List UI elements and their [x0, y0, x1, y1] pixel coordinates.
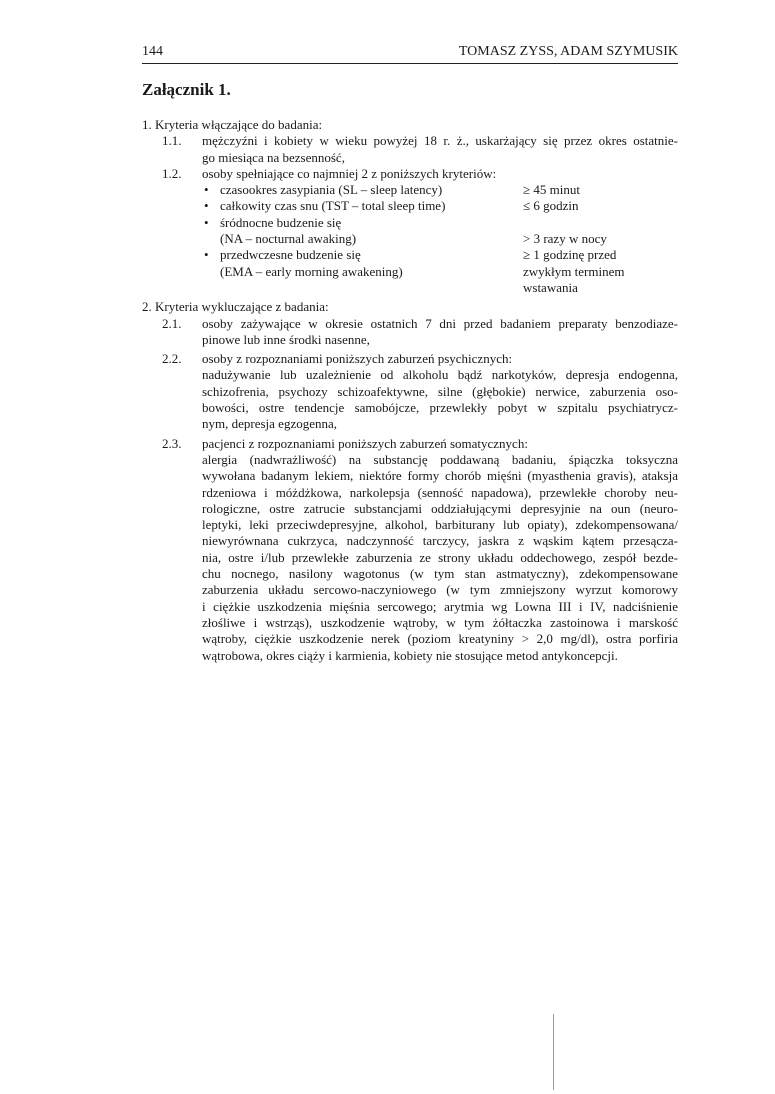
item-2-1 — [0, 316, 775, 349]
text-line: wywołana badanym lekiem, niektóre formy chorób mięśni (myasthenia gravis), ataksja — [202, 468, 678, 484]
item-2-2-number: 2.2. — [162, 351, 182, 367]
criterion-ema-row-3 — [0, 280, 775, 296]
section-1-title: Kryteria włączające do badania: — [155, 117, 323, 132]
item-1-2-text: osoby spełniające co najmniej 2 z poniższych kryteriów: — [202, 165, 497, 181]
text-line: bowości, ostre tendencje samobójcze, przewlekły pobyt w szpitalu psychiatrycz- — [202, 400, 678, 416]
item-2-1-number: 2.1. — [162, 315, 182, 331]
item-1-2-number: 1.2. — [162, 165, 182, 181]
text-line: rologiczne, ostre zatrucie substancjami oddziałującymi depresyjnie na oun (neuro- — [202, 500, 678, 516]
criterion-ema — [0, 247, 775, 263]
item-2-1-line-1: osoby zażywające w okresie ostatnich 7 dni przed badaniem preparaty benzodiaze- — [202, 315, 678, 331]
item-2-3-list — [0, 452, 775, 664]
item-2-2-intro: osoby z rozpoznaniami poniższych zaburzeń psychicznych: — [202, 351, 513, 367]
running-head-authors: TOMASZ ZYSS, ADAM SZYMUSIK — [458, 44, 678, 59]
section-2-heading — [0, 299, 775, 315]
text-line: alergia (nadwrażliwość) na substancję poddawaną badaniu, śpiączka toksyczna — [202, 451, 678, 467]
text-line: chu nocnego, nasilony wagotonus (w tym stan astmatyczny), zdekompensowane — [202, 566, 678, 582]
criterion-na-label-1: śródnocne budzenie się — [220, 214, 342, 230]
criterion-sl — [0, 182, 775, 198]
item-2-3-number: 2.3. — [162, 435, 182, 451]
item-2-2 — [0, 351, 775, 367]
criterion-ema-value-1: ≥ 1 godzinę przed — [523, 247, 617, 263]
criterion-ema-value-3: wstawania — [523, 279, 578, 295]
bullet-icon: • — [204, 247, 209, 263]
item-2-3 — [0, 436, 775, 452]
text-line: rdzeniowa i móżdżkowa, narkolepsja (senność napadowa), przewlekłe choroby neu- — [202, 484, 678, 500]
text-line: niewyrównana cukrzyca, nadczynność tarczycy, jaskra z wąskim kątem przesącza- — [202, 533, 678, 549]
bullet-icon: • — [204, 182, 209, 198]
criterion-na-row-2 — [0, 231, 775, 247]
criterion-tst-value: ≤ 6 godzin — [523, 198, 579, 214]
item-1-1-line-1: mężczyźni i kobiety w wieku powyżej 18 r. ż., uskarżający się przez okres ostatnie- — [202, 133, 678, 149]
bullet-icon: • — [204, 198, 209, 214]
criterion-sl-value: ≥ 45 minut — [523, 182, 580, 198]
criterion-tst — [0, 198, 775, 214]
criterion-na-label-2: (NA – nocturnal awaking) — [220, 231, 357, 247]
text-line: wątroby, ciężkie uszkodzenie nerek (poziom kreatyniny > 2,0 mg/dl), ostra porfiria — [202, 631, 678, 647]
text-line: zaburzenia układu sercowo-naczyniowego (w tym zmniejszony wyrzut komorowy — [202, 582, 678, 598]
appendix-title: Załącznik 1. — [142, 80, 231, 99]
item-2-3-intro: pacjenci z rozpoznaniami poniższych zaburzeń somatycznych: — [202, 435, 528, 451]
criterion-tst-label: całkowity czas snu (TST – total sleep time) — [220, 198, 446, 214]
bullet-icon: • — [204, 214, 209, 230]
section-2-title: Kryteria wykluczające z badania: — [155, 299, 329, 315]
text-line: złośliwe i wstrząs), uszkodzenie wątroby, w tym żółtaczka zastoinowa i marskość — [202, 614, 678, 630]
criterion-ema-label-2: (EMA – early morning awakening) — [220, 263, 403, 279]
text-line: wątrobowa, okres ciąży i karmienia, kobiety nie stosujące metod antykoncepcji. — [202, 647, 618, 663]
item-2-1-line-2: pinowe lub inne środki nasenne, — [202, 331, 370, 347]
text-line: nadużywanie lub uzależnienie od alkoholu bądź narkotyków, depresja endogenna, — [202, 367, 678, 383]
criterion-na-value: > 3 razy w nocy — [523, 231, 607, 247]
criterion-ema-value-2: zwykłym terminem — [523, 263, 625, 279]
item-2-2-list — [0, 367, 775, 432]
document-body — [0, 117, 775, 664]
item-1-1-number: 1.1. — [162, 133, 182, 149]
text-line: nym, depresja egzogenna, — [202, 416, 338, 432]
item-1-1 — [0, 133, 775, 166]
criterion-sl-label: czasookres zasypiania (SL – sleep latency) — [220, 182, 443, 198]
section-2-number: 2. — [142, 299, 152, 315]
criterion-na — [0, 215, 775, 231]
criterion-ema-row-2 — [0, 264, 775, 280]
item-1-2 — [0, 166, 775, 182]
text-line: leptyki, leki przeciwdepresyjne, alkohol, barbiturany lub opiaty), zdekompensowana/ — [202, 517, 678, 533]
text-line: i ciężkie uszkodzenia mięśnia sercowego; arytmia wg Lowna III i IV, nadciśnienie — [202, 598, 678, 614]
section-1-number: 1. — [142, 117, 152, 132]
page-number: 144 — [142, 44, 163, 59]
section-1-heading — [0, 117, 775, 133]
item-1-1-line-2: go miesiąca na bezsenność, — [202, 149, 345, 165]
text-line: nia, ostre i/lub przewlekłe zaburzenia ze strony układu oddechowego, zespół bezde- — [202, 549, 678, 565]
page-header — [142, 43, 678, 64]
criterion-ema-label-1: przedwczesne budzenie się — [220, 247, 361, 263]
text-line: schizofrenia, psychozy schizoafektywne, silne (głębokie) nerwice, zaburzenia oso- — [202, 383, 678, 399]
scan-artifact-line — [553, 1014, 554, 1090]
